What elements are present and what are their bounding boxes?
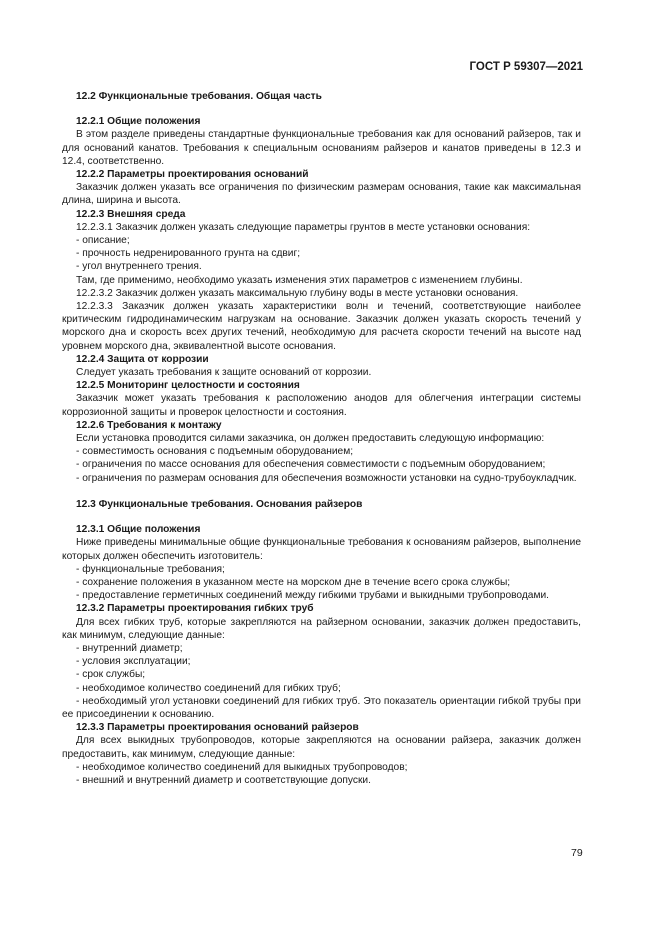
- heading-12-2-5: 12.2.5 Мониторинг целостности и состояния: [76, 380, 300, 392]
- paragraph: Там, где применимо, необходимо указать изменения этих параметров с изменением глубины.: [76, 274, 523, 286]
- list-item: - функциональные требования;: [76, 563, 225, 575]
- heading-12-2-3: 12.2.3 Внешняя среда: [76, 208, 186, 220]
- list-item: - прочность недренированного грунта на сдвиг;: [76, 248, 301, 260]
- paragraph: 12.2.3.1 Заказчик должен указать следующие параметры грунтов в месте установки основания:: [76, 221, 531, 233]
- heading-12-3-3: 12.3.3 Параметры проектирования оснований райзеров: [76, 722, 359, 734]
- heading-12-3-1: 12.3.1 Общие положения: [76, 524, 201, 536]
- section-title-12-3: 12.3 Функциональные требования. Основания райзеров: [76, 498, 363, 510]
- list-item: - ограничения по массе основания для обеспечения совместимости с подъемным оборудованием;: [76, 459, 546, 471]
- paragraph: Для всех гибких труб, которые закрепляются на райзерном основании, заказчик должен предоставить, как минимум, следующие данные:: [62, 616, 581, 641]
- paragraph: Если установка проводится силами заказчика, он должен предоставить следующую информацию:: [76, 433, 545, 445]
- list-item: - описание;: [76, 235, 130, 247]
- list-item: - угол внутреннего трения.: [76, 261, 202, 273]
- page-number: 79: [571, 847, 583, 859]
- paragraph: 12.2.3.3 Заказчик должен указать характеристики волн и течений, соответствующие наиболее критическим гидродинамическим нагрузкам на основание. Заказчик должен указать скорость течений у морского дна и скорость всех других течений, необходимую для расчета скорости течений на высоте над уровнем морского дна, эквивалентной высоте основания.: [62, 301, 581, 352]
- list-item: - предоставление герметичных соединений между гибкими трубами и выкидными трубопроводами.: [76, 590, 549, 602]
- list-item: - срок службы;: [76, 669, 146, 681]
- list-item: - необходимое количество соединений для гибких труб;: [76, 682, 341, 694]
- list-item: - необходимое количество соединений для выкидных трубопроводов;: [76, 761, 408, 773]
- paragraph: Заказчик должен указать все ограничения по физическим размерам основания, такие как максимальная длина, ширина и высота.: [62, 182, 581, 207]
- heading-12-2-2: 12.2.2 Параметры проектирования оснований: [76, 169, 309, 181]
- paragraph: 12.2.3.2 Заказчик должен указать максимальную глубину воды в месте установки основания.: [76, 287, 519, 299]
- heading-12-3-2: 12.3.2 Параметры проектирования гибких труб: [76, 603, 314, 615]
- paragraph: Следует указать требования к защите оснований от коррозии.: [76, 367, 372, 379]
- paragraph: В этом разделе приведены стандартные функциональные требования как для оснований райзеров, так и для оснований канатов. Требования к специальным основаниям райзеров и канатов приведены в 12.3 и 12.4, соответственно.: [62, 129, 581, 167]
- list-item: - совместимость основания с подъемным оборудованием;: [76, 446, 354, 458]
- list-item: - необходимый угол установки соединений для гибких труб. Это показатель ориентации гибкой трубы при ее присоединении к основанию.: [62, 695, 581, 720]
- list-item: - сохранение положения в указанном месте на морском дне в течение всего срока службы;: [76, 576, 511, 588]
- paragraph: Для всех выкидных трубопроводов, которые закрепляются на основании райзера, заказчик должен предоставить, как минимум, следующие данные:: [62, 735, 581, 760]
- heading-12-2-6: 12.2.6 Требования к монтажу: [76, 419, 222, 431]
- page-body: [62, 90, 581, 787]
- paragraph: Заказчик может указать требования к расположению анодов для облегчения интеграции системы коррозионной защиты и проверок целостности и состояния.: [62, 393, 581, 418]
- paragraph: Ниже приведены минимальные общие функциональные требования к основаниям райзеров, выполнение которых должен обеспечить изготовитель:: [62, 537, 581, 562]
- heading-12-2-4: 12.2.4 Защита от коррозии: [76, 353, 209, 365]
- heading-12-2-1: 12.2.1 Общие положения: [76, 116, 201, 128]
- list-item: - ограничения по размерам основания для обеспечения возможности установки на судно-трубоукладчик.: [76, 472, 577, 484]
- document-id-header: ГОСТ Р 59307—2021: [469, 61, 583, 73]
- list-item: - условия эксплуатации;: [76, 656, 191, 668]
- list-item: - внутренний диаметр;: [76, 642, 183, 654]
- list-item: - внешний и внутренний диаметр и соответствующие допуски.: [76, 774, 371, 786]
- section-title-12-2: 12.2 Функциональные требования. Общая часть: [76, 91, 322, 102]
